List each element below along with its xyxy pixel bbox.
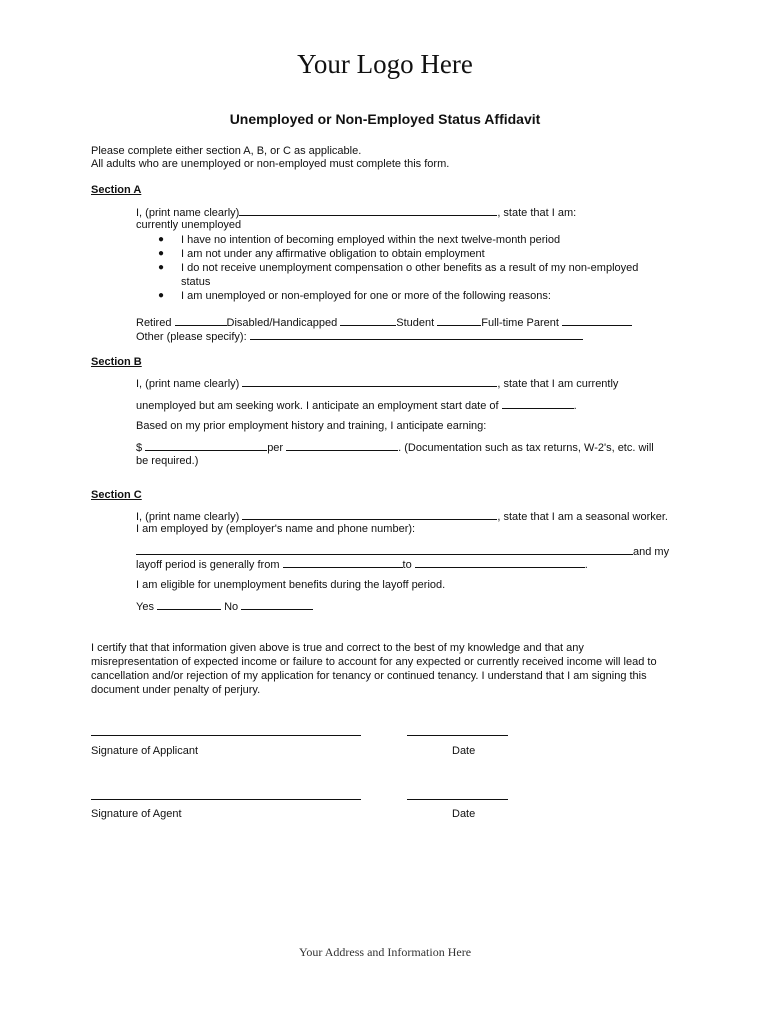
yes-label: Yes bbox=[136, 601, 154, 613]
agent-signature-line[interactable] bbox=[91, 799, 361, 800]
bullet-3: I do not receive unemployment compensation o other benefits as a result of my non-employed bbox=[181, 262, 639, 274]
bullet-dot: ● bbox=[158, 262, 165, 273]
agent-date-line[interactable] bbox=[407, 799, 508, 800]
certify-line-1: I certify that that information given above is true and correct to the best of my knowledge and that any bbox=[91, 642, 584, 654]
fulltime-field[interactable] bbox=[562, 315, 632, 326]
currently-unemployed: currently unemployed bbox=[136, 219, 242, 231]
no-field[interactable] bbox=[241, 599, 313, 610]
disabled-label: Disabled/Handicapped bbox=[226, 317, 338, 329]
and-my-text: and my bbox=[633, 546, 670, 558]
based-text: Based on my prior employment history and training, I anticipate earning: bbox=[136, 420, 487, 432]
layoff-to-field[interactable] bbox=[415, 557, 585, 568]
applicant-date-label: Date bbox=[452, 745, 476, 757]
bullet-1: I have no intention of becoming employed within the next twelve-month period bbox=[181, 234, 561, 246]
start-date-field[interactable] bbox=[502, 398, 574, 409]
print-name-label: I, (print name clearly) bbox=[136, 207, 240, 219]
period: . bbox=[573, 400, 577, 412]
other-field[interactable] bbox=[250, 329, 583, 340]
yes-no-row bbox=[136, 599, 313, 614]
other-label: Other (please specify): bbox=[136, 331, 247, 343]
agent-signature-label: Signature of Agent bbox=[91, 808, 182, 820]
other-row bbox=[136, 329, 583, 344]
per-label: per bbox=[267, 442, 284, 454]
applicant-signature-label: Signature of Applicant bbox=[91, 745, 199, 757]
seeking-text: unemployed but am seeking work. I anticipate an employment start date of bbox=[136, 400, 499, 412]
employer-field[interactable] bbox=[136, 544, 633, 555]
fulltime-label: Full-time Parent bbox=[481, 317, 559, 329]
student-field[interactable] bbox=[437, 315, 481, 326]
disabled-field[interactable] bbox=[340, 315, 396, 326]
intro-line-1: Please complete either section A, B, or C as applicable. bbox=[91, 145, 362, 157]
retired-field[interactable] bbox=[175, 315, 227, 326]
state-text: , state that I am currently bbox=[497, 378, 619, 390]
print-name-field[interactable] bbox=[239, 205, 497, 216]
to-label: to bbox=[402, 559, 412, 571]
applicant-date-line[interactable] bbox=[407, 735, 508, 736]
retired-label: Retired bbox=[136, 317, 172, 329]
print-name-label: I, (print name clearly) bbox=[136, 511, 240, 523]
bullet-dot: ● bbox=[158, 290, 165, 301]
yes-field[interactable] bbox=[157, 599, 221, 610]
student-label: Student bbox=[396, 317, 435, 329]
applicant-signature-line[interactable] bbox=[91, 735, 361, 736]
certify-line-2: misrepresentation of expected income or failure to account for any expected or currently received income will lead to bbox=[91, 656, 657, 668]
bullet-2: I am not under any affirmative obligation to obtain employment bbox=[181, 248, 485, 260]
eligible-text: I am eligible for unemployment benefits during the layoff period. bbox=[136, 579, 446, 591]
required-text: be required.) bbox=[136, 455, 199, 467]
earning-period-field[interactable] bbox=[286, 440, 398, 451]
dollar-sign: $ bbox=[136, 442, 143, 454]
section-b-heading: Section B bbox=[91, 356, 142, 368]
intro-line-2: All adults who are unemployed or non-employed must complete this form. bbox=[91, 158, 450, 170]
section-a-heading: Section A bbox=[91, 184, 142, 196]
bullet-3-cont: status bbox=[181, 276, 211, 288]
form-title: Unemployed or Non-Employed Status Affidavit bbox=[229, 111, 541, 127]
no-label: No bbox=[224, 601, 239, 613]
print-name-field[interactable] bbox=[242, 376, 497, 387]
layoff-from-field[interactable] bbox=[283, 557, 403, 568]
start-date-row bbox=[136, 398, 577, 413]
print-name-label: I, (print name clearly) bbox=[136, 378, 240, 390]
period: . bbox=[584, 559, 588, 571]
bullet-dot: ● bbox=[158, 248, 165, 259]
section-b-name-row bbox=[136, 376, 618, 391]
state-text: , state that I am: bbox=[497, 207, 577, 219]
agent-date-label: Date bbox=[452, 808, 476, 820]
logo-placeholder: Your Logo Here bbox=[297, 49, 473, 79]
state-text: , state that I am a seasonal worker. bbox=[497, 511, 668, 523]
employed-by-text: I am employed by (employer's name and phone number): bbox=[136, 523, 416, 535]
earning-amount-field[interactable] bbox=[145, 440, 267, 451]
earning-row bbox=[136, 440, 654, 455]
section-c-heading: Section C bbox=[91, 489, 142, 501]
certify-line-3: cancellation and/or rejection of my application for tenancy or continued tenancy. I understand that I am signing this bbox=[91, 670, 647, 682]
documentation-text: . (Documentation such as tax returns, W-2's, etc. will bbox=[398, 442, 654, 454]
reasons-row bbox=[136, 315, 632, 330]
layoff-row bbox=[136, 557, 588, 572]
print-name-field[interactable] bbox=[242, 509, 497, 520]
bullet-dot: ● bbox=[158, 234, 165, 245]
bullet-4: I am unemployed or non-employed for one or more of the following reasons: bbox=[181, 290, 551, 302]
footer-address: Your Address and Information Here bbox=[298, 945, 472, 959]
certify-line-4: document under penalty of perjury. bbox=[91, 684, 261, 696]
layoff-label: layoff period is generally from bbox=[136, 559, 280, 571]
